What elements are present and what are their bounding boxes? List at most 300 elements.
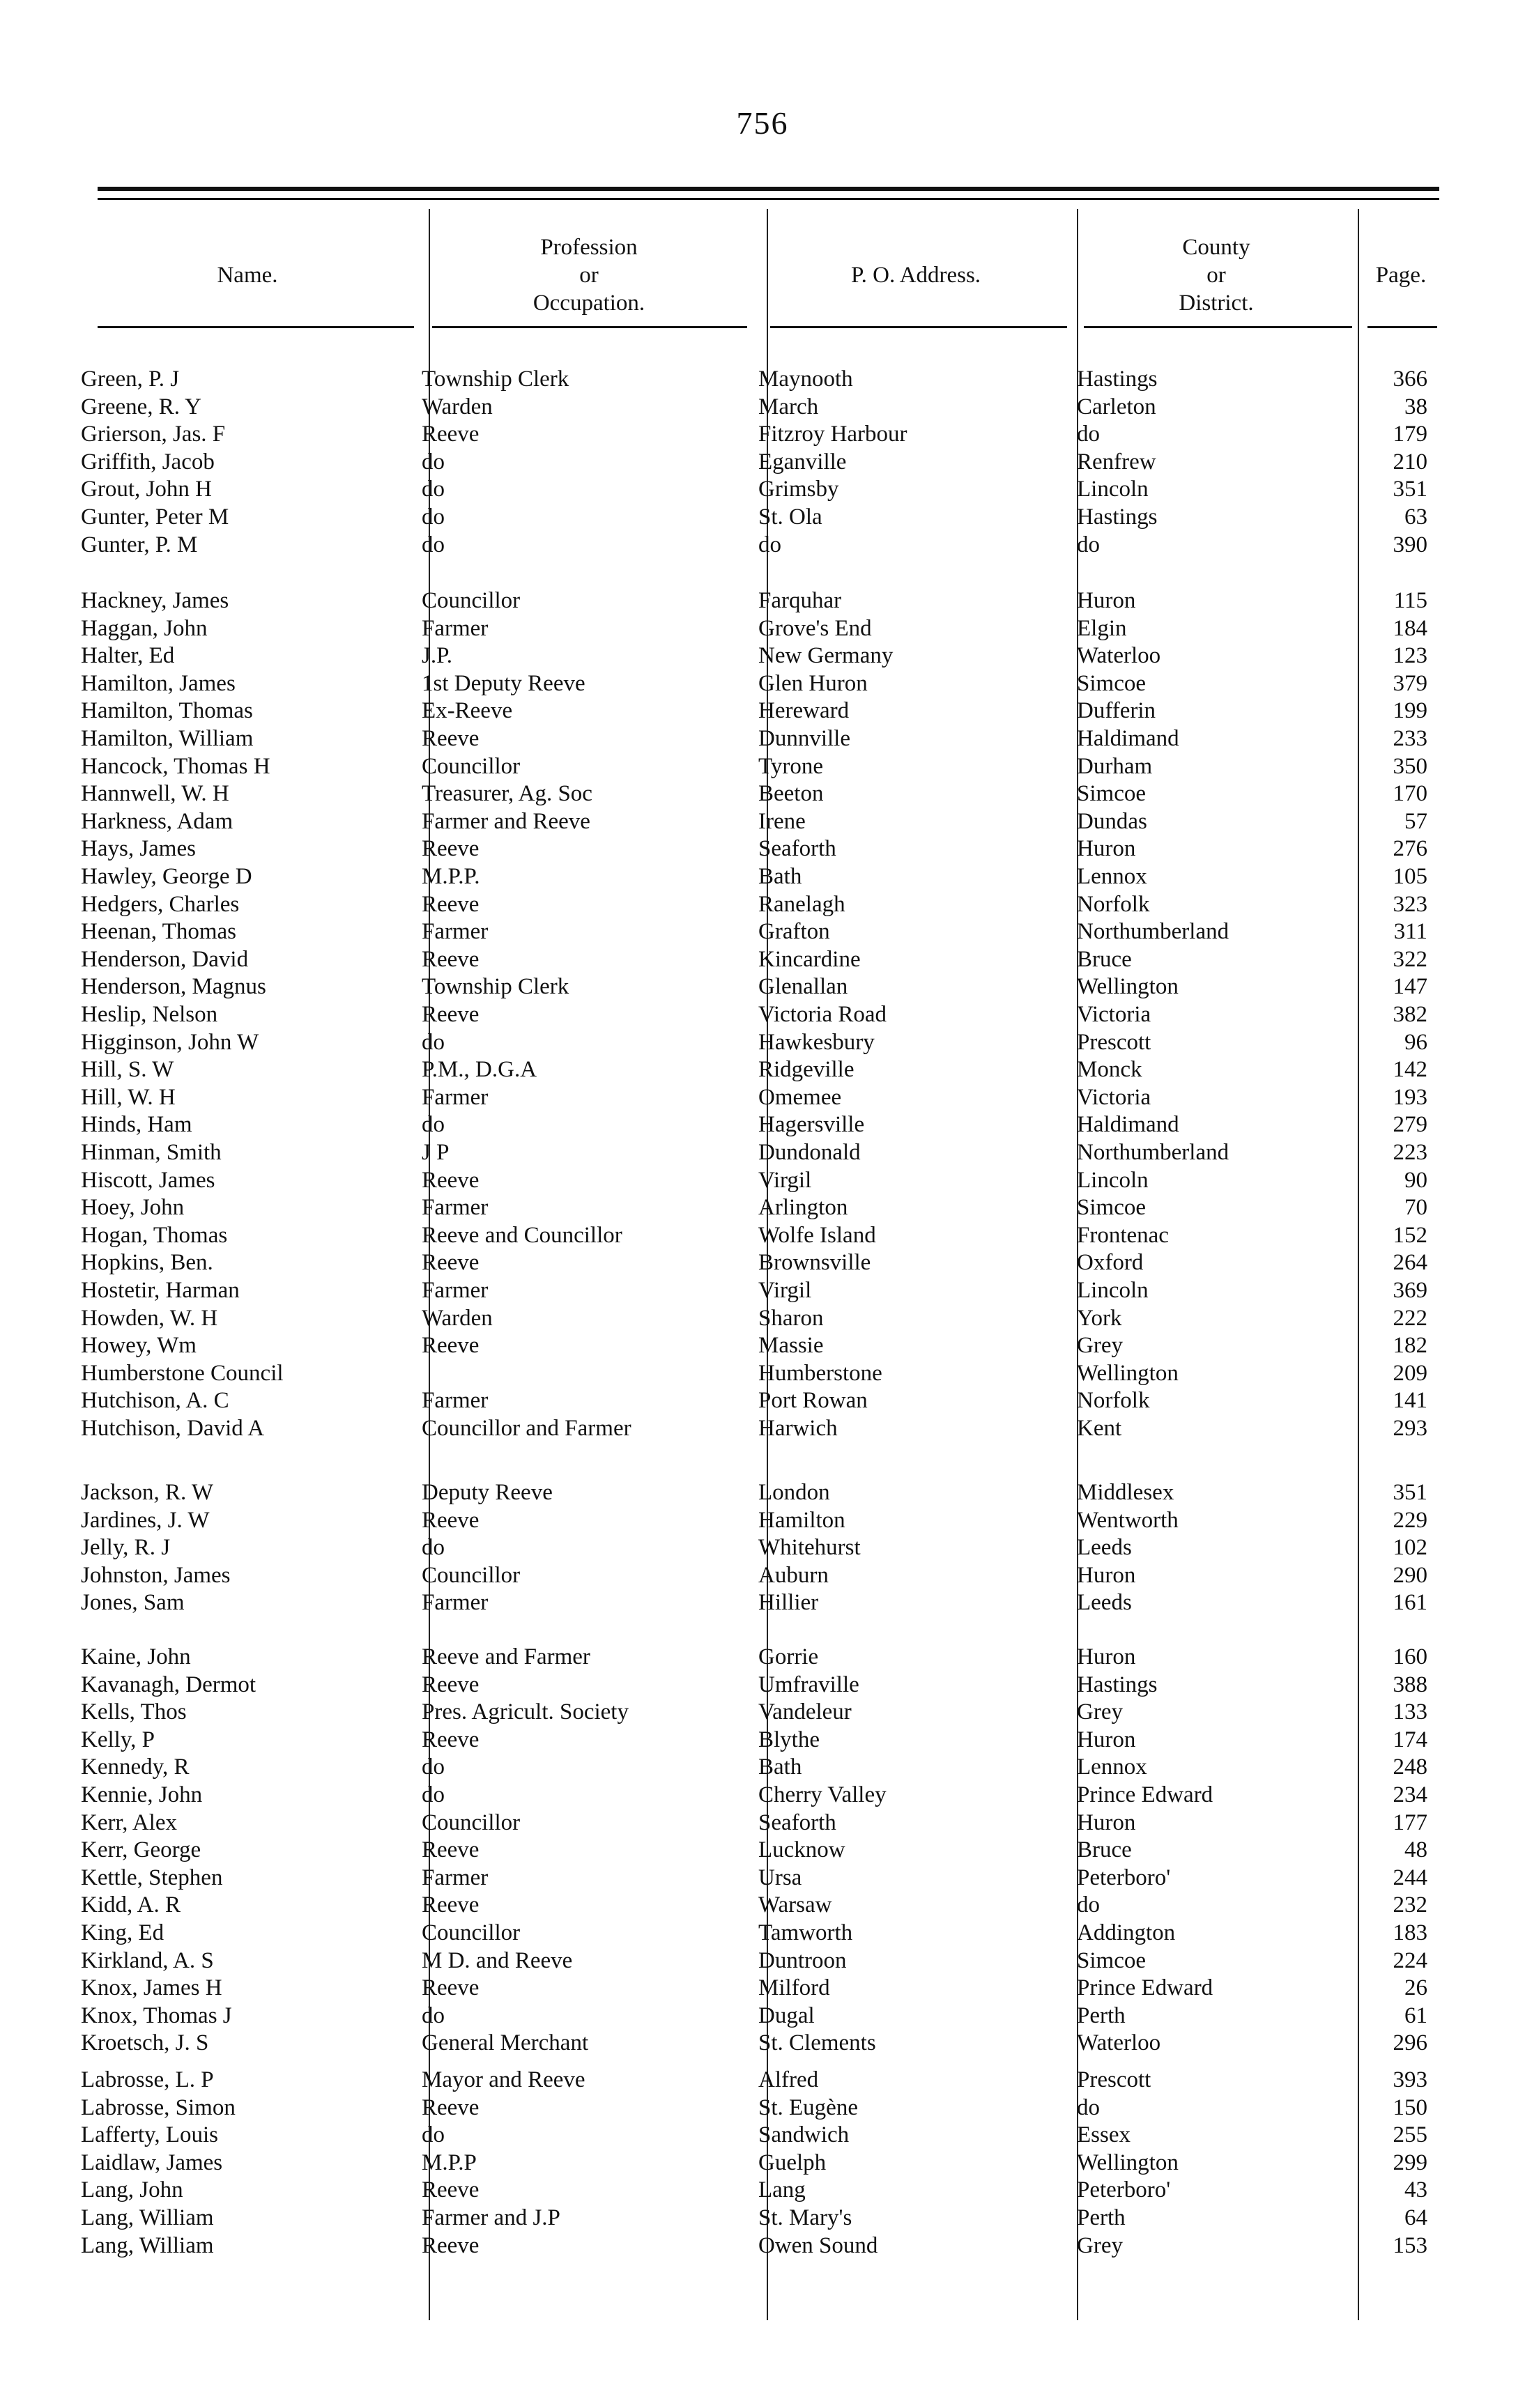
county-text: Elgin: [1077, 615, 1127, 641]
cell-county: [1077, 393, 1356, 421]
dot-leader: [834, 1891, 1073, 1919]
page-text: 152: [1393, 1222, 1427, 1248]
dot-leader: [1146, 1249, 1356, 1276]
cell-page: [1366, 1221, 1430, 1249]
name-text: Grout, John H: [81, 477, 212, 502]
dot-leader: [267, 1414, 414, 1442]
dot-leader: [1154, 1028, 1356, 1056]
dot-leader: [217, 448, 414, 476]
name-text: Griffith, Jacob: [81, 449, 215, 474]
address-text: Beeton: [758, 781, 824, 807]
cell-county: [1077, 1726, 1356, 1754]
cell-page: [1366, 808, 1430, 835]
page-text: 264: [1393, 1250, 1427, 1276]
name-text: Halter, Ed: [81, 643, 175, 669]
dot-leader: [595, 780, 756, 808]
address-text: St. Mary's: [758, 2205, 852, 2230]
occupation-text: Councillor: [422, 1920, 521, 1945]
county-text: Wellington: [1077, 974, 1179, 1000]
cell-occupation: [422, 2002, 756, 2030]
name-text: Hogan, Thomas: [81, 1222, 228, 1248]
cell-occupation: [422, 2066, 756, 2094]
dot-leader: [231, 587, 414, 615]
cell-name: [81, 1864, 414, 1892]
occupation-text: do: [422, 532, 445, 557]
cell-address: [758, 835, 1073, 863]
dot-leader: [852, 697, 1073, 725]
name-text: Hays, James: [81, 836, 196, 862]
county-text: Waterloo: [1077, 2030, 1161, 2056]
page-text: 115: [1393, 588, 1427, 613]
dot-leader: [1158, 697, 1356, 725]
cell-page: [1366, 973, 1430, 1001]
occupation-text: Councillor: [422, 1562, 521, 1588]
address-text: Wolfe Island: [758, 1222, 876, 1248]
occupation-text: Deputy Reeve: [422, 1480, 553, 1505]
table-row: [0, 1671, 1525, 1699]
address-text: Maynooth: [758, 366, 853, 392]
name-text: Green, P. J: [81, 366, 180, 392]
cell-page: [1366, 1891, 1430, 1919]
cell-county: [1077, 1414, 1356, 1442]
dot-leader: [1152, 1387, 1356, 1414]
cell-name: [81, 1387, 414, 1414]
table-row: [0, 670, 1525, 697]
cell-page: [1366, 890, 1430, 918]
dot-leader: [572, 973, 756, 1001]
address-text: Arlington: [758, 1195, 848, 1221]
dot-leader: [447, 2002, 756, 2030]
cell-page: [1366, 725, 1430, 752]
page-text: 276: [1393, 836, 1427, 862]
page-text: 322: [1393, 946, 1427, 972]
cell-name: [81, 1589, 414, 1616]
address-text: Glenallan: [758, 974, 848, 1000]
cell-occupation: [422, 365, 756, 393]
occupation-text: Farmer and J.P: [422, 2205, 560, 2230]
cell-occupation: [422, 1056, 756, 1083]
page-text: 255: [1393, 2122, 1427, 2148]
cell-county: [1077, 1083, 1356, 1111]
county-text: Victoria: [1077, 1084, 1151, 1110]
cell-occupation: [422, 1589, 756, 1616]
county-text: Essex: [1077, 2122, 1131, 2148]
table-row: [0, 1534, 1525, 1561]
cell-page: [1366, 615, 1430, 642]
occupation-text: Farmer: [422, 1865, 489, 1890]
occupation-text: Reeve: [422, 1507, 480, 1533]
address-text: St. Ola: [758, 504, 822, 530]
cell-occupation: [422, 2121, 756, 2149]
dot-leader: [204, 1836, 414, 1864]
cell-address: [758, 1387, 1073, 1414]
dot-leader: [880, 2232, 1073, 2260]
cell-address: [758, 2176, 1073, 2204]
dot-leader: [482, 420, 756, 448]
cell-occupation: [422, 1809, 756, 1837]
cell-page: [1366, 1671, 1430, 1699]
address-text: Grimsby: [758, 477, 839, 502]
occupation-text: Reeve: [422, 1333, 480, 1359]
address-text: Victoria Road: [758, 1002, 887, 1027]
dot-leader: [482, 1974, 756, 2002]
name-text: Hedgers, Charles: [81, 891, 240, 917]
cell-name: [81, 1534, 414, 1561]
dot-leader: [833, 918, 1073, 946]
cell-occupation: [422, 1194, 756, 1221]
table-row: [0, 615, 1525, 642]
dot-leader: [818, 2002, 1073, 2030]
dot-leader: [1160, 1671, 1356, 1699]
name-text: Labrosse, Simon: [81, 2094, 236, 2120]
name-text: Hill, W. H: [81, 1084, 176, 1110]
cell-county: [1077, 1221, 1356, 1249]
cell-name: [81, 1028, 414, 1056]
county-text: Frontenac: [1077, 1222, 1169, 1248]
cell-occupation: [422, 420, 756, 448]
cell-name: [81, 1809, 414, 1837]
table-row: [0, 1221, 1525, 1249]
dot-leader: [593, 1643, 756, 1671]
table-row: [0, 697, 1525, 725]
cell-page: [1366, 642, 1430, 670]
dot-leader: [220, 1304, 414, 1332]
dot-leader: [572, 365, 756, 393]
cell-name: [81, 780, 414, 808]
dot-leader: [821, 1589, 1073, 1616]
dot-leader: [1150, 863, 1356, 890]
dot-leader: [849, 448, 1073, 476]
cell-address: [758, 2121, 1073, 2149]
address-text: Blythe: [758, 1727, 820, 1752]
table-row: [0, 1359, 1525, 1387]
dot-leader: [447, 1028, 756, 1056]
cell-county: [1077, 1001, 1356, 1028]
occupation-text: M.P.P: [422, 2150, 477, 2175]
dot-leader: [447, 448, 756, 476]
dot-leader: [844, 587, 1073, 615]
cell-occupation: [422, 1221, 756, 1249]
cell-page: [1366, 1139, 1430, 1166]
page-text: 38: [1404, 394, 1427, 419]
page-text: 311: [1393, 919, 1427, 945]
cell-page: [1366, 1753, 1430, 1781]
cell-name: [81, 1221, 414, 1249]
cell-county: [1077, 670, 1356, 697]
page-text: 70: [1404, 1195, 1427, 1221]
cell-address: [758, 2232, 1073, 2260]
dot-leader: [826, 780, 1073, 808]
cell-county: [1077, 1698, 1356, 1726]
page-text: 210: [1393, 449, 1427, 474]
cell-page: [1366, 1836, 1430, 1864]
cell-occupation: [422, 1919, 756, 1947]
occupation-text: General Merchant: [422, 2030, 589, 2056]
cell-name: [81, 1506, 414, 1534]
dot-leader: [447, 1753, 756, 1781]
dot-leader: [482, 1001, 756, 1028]
cell-county: [1077, 448, 1356, 476]
county-text: Simcoe: [1077, 670, 1146, 696]
address-text: Glen Huron: [758, 670, 868, 696]
cell-occupation: [422, 615, 756, 642]
cell-page: [1366, 531, 1430, 559]
page-text: 350: [1393, 753, 1427, 779]
page-text: 160: [1393, 1644, 1427, 1669]
cell-address: [758, 1249, 1073, 1276]
county-text: Dundas: [1077, 808, 1147, 834]
cell-name: [81, 2002, 414, 2030]
dot-leader: [879, 1221, 1073, 1249]
cell-name: [81, 615, 414, 642]
page-text: 183: [1393, 1920, 1427, 1945]
cell-address: [758, 1139, 1073, 1166]
dot-leader: [1138, 1809, 1356, 1837]
dot-leader: [186, 2176, 414, 2204]
dot-leader: [1145, 1056, 1356, 1083]
address-text: Whitehurst: [758, 1535, 861, 1561]
page-text: 233: [1393, 726, 1427, 751]
cell-address: [758, 1561, 1073, 1589]
cell-name: [81, 365, 414, 393]
cell-occupation: [422, 393, 756, 421]
dot-leader: [827, 1304, 1074, 1332]
address-text: Ridgeville: [758, 1057, 855, 1083]
occupation-text: Reeve: [422, 1837, 480, 1863]
dot-leader: [1181, 1359, 1356, 1387]
address-text: Bath: [758, 1754, 802, 1780]
table-row: [0, 2232, 1525, 2260]
cell-county: [1077, 2094, 1356, 2122]
name-text: Hannwell, W. H: [81, 781, 229, 807]
county-text: Oxford: [1077, 1250, 1144, 1276]
cell-address: [758, 2029, 1073, 2057]
dot-leader: [216, 1479, 414, 1506]
cell-occupation: [422, 1249, 756, 1276]
cell-occupation: [422, 1028, 756, 1056]
cell-name: [81, 587, 414, 615]
dot-leader: [910, 420, 1073, 448]
table-row: [0, 1589, 1525, 1616]
cell-name: [81, 1166, 414, 1194]
cell-address: [758, 1698, 1073, 1726]
cell-name: [81, 918, 414, 946]
address-text: Tamworth: [758, 1920, 853, 1945]
cell-occupation: [422, 2149, 756, 2177]
cell-county: [1077, 973, 1356, 1001]
dot-leader: [850, 973, 1073, 1001]
address-text: Alfred: [758, 2067, 819, 2092]
dot-leader: [809, 808, 1073, 835]
dot-leader: [217, 2204, 414, 2232]
occupation-text: do: [422, 1782, 445, 1807]
address-text: Fitzroy Harbour: [758, 422, 907, 447]
cell-county: [1077, 1589, 1356, 1616]
cell-page: [1366, 1194, 1430, 1221]
header-page-label: Page.: [1375, 263, 1427, 288]
address-text: Virgil: [758, 1278, 812, 1303]
cell-page: [1366, 1479, 1430, 1506]
cell-name: [81, 808, 414, 835]
name-text: Jones, Sam: [81, 1590, 185, 1616]
cell-county: [1077, 475, 1356, 503]
dot-leader: [821, 1643, 1073, 1671]
dot-leader: [1232, 918, 1356, 946]
cell-address: [758, 1414, 1073, 1442]
dot-leader: [210, 615, 414, 642]
page-text: 179: [1393, 422, 1427, 447]
cell-county: [1077, 503, 1356, 531]
address-text: Eganville: [758, 449, 847, 474]
dot-leader: [220, 1001, 414, 1028]
table-row: [0, 918, 1525, 946]
dot-leader: [804, 1753, 1073, 1781]
address-text: Irene: [758, 808, 806, 834]
table-row: [0, 890, 1525, 918]
cell-page: [1366, 863, 1430, 890]
page-text: 351: [1393, 477, 1427, 502]
name-text: Howden, W. H: [81, 1305, 218, 1331]
dot-leader: [491, 918, 756, 946]
cell-county: [1077, 642, 1356, 670]
cell-name: [81, 1561, 414, 1589]
dot-leader: [221, 2121, 414, 2149]
cell-occupation: [422, 1166, 756, 1194]
cell-name: [81, 752, 414, 780]
dot-leader: [228, 420, 414, 448]
table-row: [0, 1974, 1525, 2002]
page-text: 161: [1393, 1590, 1427, 1616]
name-text: Gunter, Peter M: [81, 504, 229, 530]
table-row: [0, 973, 1525, 1001]
dot-leader: [1151, 475, 1356, 503]
dot-leader: [878, 1028, 1073, 1056]
cell-address: [758, 1671, 1073, 1699]
name-text: Johnston, James: [81, 1562, 231, 1588]
table-row: [0, 1947, 1525, 1975]
county-text: Leeds: [1077, 1535, 1132, 1561]
cell-county: [1077, 615, 1356, 642]
dot-leader: [259, 1671, 414, 1699]
cell-page: [1366, 1387, 1430, 1414]
name-text: Lang, William: [81, 2232, 214, 2258]
county-text: Renfrew: [1077, 449, 1156, 474]
name-text: Kennedy, R: [81, 1754, 190, 1780]
cell-page: [1366, 1643, 1430, 1671]
dot-leader: [784, 531, 1073, 559]
cell-name: [81, 503, 414, 531]
cell-county: [1077, 1249, 1356, 1276]
address-text: Hawkesbury: [758, 1029, 875, 1055]
cell-name: [81, 1414, 414, 1442]
cell-county: [1077, 863, 1356, 890]
dot-leader: [809, 2176, 1073, 2204]
cell-address: [758, 1056, 1073, 1083]
address-text: Seaforth: [758, 1809, 836, 1835]
address-text: Grove's End: [758, 615, 872, 641]
cell-county: [1077, 587, 1356, 615]
occupation-text: Farmer: [422, 1195, 489, 1221]
table-row: [0, 1479, 1525, 1506]
dot-leader: [634, 1414, 756, 1442]
header-county-line-1: County: [1182, 235, 1250, 260]
page-text: 90: [1404, 1167, 1427, 1193]
table-row: [0, 1506, 1525, 1534]
occupation-text: Reeve: [422, 836, 480, 862]
cell-occupation: [422, 2232, 756, 2260]
dot-leader: [814, 1166, 1073, 1194]
cell-county: [1077, 752, 1356, 780]
page-text: 229: [1393, 1507, 1427, 1533]
name-text: Lang, William: [81, 2205, 214, 2230]
cell-county: [1077, 1974, 1356, 2002]
dot-leader: [496, 1304, 756, 1332]
cell-occupation: [422, 725, 756, 752]
cell-occupation: [422, 1304, 756, 1332]
table-row: [0, 2121, 1525, 2149]
cell-county: [1077, 890, 1356, 918]
county-text: Victoria: [1077, 1002, 1151, 1027]
dot-leader: [239, 918, 414, 946]
table-row: [0, 1166, 1525, 1194]
dot-leader: [236, 808, 414, 835]
county-text: Huron: [1077, 836, 1136, 862]
occupation-text: do: [422, 1754, 445, 1780]
cell-page: [1366, 1166, 1430, 1194]
cell-occupation: [422, 1753, 756, 1781]
occupation-text: J.P.: [422, 643, 453, 669]
name-text: Humberstone Council: [81, 1360, 284, 1386]
dot-leader: [482, 1671, 756, 1699]
cell-county: [1077, 2029, 1356, 2057]
name-text: Kroetsch, J. S: [81, 2030, 209, 2056]
dot-leader: [844, 1083, 1073, 1111]
dot-leader: [1138, 1643, 1356, 1671]
cell-address: [758, 1194, 1073, 1221]
name-text: Lafferty, Louis: [81, 2122, 219, 2148]
dot-leader: [588, 2066, 756, 2094]
occupation-text: Reeve and Councillor: [422, 1222, 622, 1248]
address-text: Kincardine: [758, 946, 861, 972]
cell-page: [1366, 1698, 1430, 1726]
cell-name: [81, 1359, 414, 1387]
table-row: [0, 1083, 1525, 1111]
dot-leader: [1151, 1166, 1356, 1194]
cell-page: [1366, 448, 1430, 476]
dot-leader: [256, 725, 414, 752]
county-text: Prince Edward: [1077, 1782, 1213, 1807]
county-text: Grey: [1077, 1333, 1123, 1359]
county-text: Simcoe: [1077, 781, 1146, 807]
dot-leader: [273, 752, 414, 780]
page-text: 64: [1404, 2205, 1427, 2230]
cell-address: [758, 2204, 1073, 2232]
dot-leader: [889, 1001, 1073, 1028]
cell-occupation: [422, 531, 756, 559]
address-text: Dunnville: [758, 726, 850, 751]
cell-address: [758, 1891, 1073, 1919]
cell-name: [81, 697, 414, 725]
address-text: Hereward: [758, 698, 850, 724]
dot-leader: [848, 1836, 1073, 1864]
address-text: St. Eugène: [758, 2094, 858, 2120]
cell-county: [1077, 2176, 1356, 2204]
cell-page: [1366, 835, 1430, 863]
cell-page: [1366, 2066, 1430, 2094]
page-text: 43: [1404, 2177, 1427, 2203]
cell-page: [1366, 1947, 1430, 1975]
cell-county: [1077, 2149, 1356, 2177]
